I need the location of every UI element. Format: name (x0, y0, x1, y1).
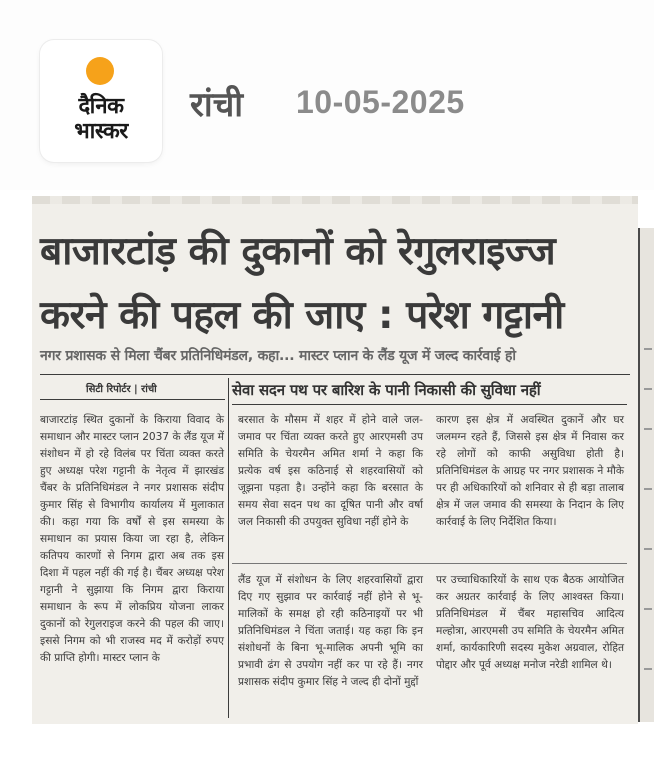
box-column-right: कारण इस क्षेत्र में अवस्थित दुकानें और घर जलमग्न रहते हैं, जिससे इस क्षेत्र में निवास कर रहे लोगों को काफी असुविधा होती है। प्रतिनिधिमंडल के आग्रह पर नगर प्रशासक ने मौके पर ही अधिकारियों को शनिवार से ही बड़ा तालाब क्षेत्र में जल जमाव की समस्या के निदान के लिए कार्रवाई के लिए निर्देशित किया। (436, 414, 624, 528)
article-byline: सिटी रिपोर्टर | रांची (86, 384, 157, 395)
article-column-2: लैंड यूज में संशोधन के लिए शहरवासियों द्वारा दिए गए सुझाव पर कार्रवाई नहीं होने से भू-मालिकों के समक्ष हो रही कठिनाइयों पर भी प्रतिनिधिमंडल ने चिंता जताई। यह कहा कि इन संशोधनों के बिना भू-मालिक अपनी भूमि का प्रभावी ढंग से उपयोग नहीं कर पा रहे हैं। नगर प्रशासक संदीप कुमार सिंह ने जल्द ही दोनों मुद्दों (238, 574, 423, 688)
logo-text-line2: भास्कर (74, 119, 128, 144)
divider (232, 563, 627, 564)
article-headline: बाजारटांड़ की दुकानों को रेगुलराइज्ज करने की पहल की जाए : परेश गट्टानी (40, 229, 564, 338)
box-column-left: बरसात के मौसम में शहर में होने वाले जल-जमाव पर चिंता व्यक्त करते हुए आरएमसी उप समिति के चेयरमैन अमित शर्मा ने कहा कि प्रत्येक वर्ष इस कठिनाई से शहरवासियों को जूझना पड़ता है। उन्होंने कहा कि बरसात के समय सेवा सदन पथ का दूषित पानी और वर्षा जल निकासी की उपयुक्त सुविधा नहीं होने के (238, 414, 423, 528)
box-heading: सेवा सदन पथ पर बारिश के पानी निकासी की सुविधा नहीं (232, 381, 541, 399)
dainik-bhaskar-logo[interactable] (40, 40, 162, 162)
logo-sun-icon (86, 57, 114, 85)
article-column-1: बाजारटांड़ स्थित दुकानों के किराया विवाद के समाधान और मास्टर प्लान 2037 के लैंड यूज में संशोधन में हो रहे विलंब पर चिंता व्यक्त करते हुए अध्यक्ष परेश गट्टानी के नेतृत्व में झारखंड चैंबर के प्रतिनिधिमंडल ने नगर प्रशासक संदीप कुमार सिंह से विभागीय कार्यालय में मुलाकात की। कहा गया कि वर्षों से इस समस्या के समाधान का प्रयास किया जा रहा है, लेकिन कतिपय कारणों से निगम द्वारा अब तक इस दिशा में पहल नहीं की गई है। चैंबर अध्यक्ष परेश गट्टानी ने सुझाया कि निगम द्वारा किराया समाधान के रूप में लोकप्रिय योजना लाकर दुकानों को रेगुलराइज करने की पहल की जाए। इससे निगम को भी राजस्व मद में करोड़ों रुपए की प्राप्ति होगी। मास्टर प्लान के (40, 414, 224, 664)
article-column-3: पर उच्चाधिकारियों के साथ एक बैठक आयोजित कर अग्रतर कार्रवाई के लिए आश्वस्त किया। प्रतिनिधिमंडल में चैंबर महासचिव आदित्य मल्होत्रा, आरएमसी उप समिति के चेयरमैन अमित शर्मा, कार्यकारिणी सदस्य मुकेश अग्रवाल, रोहित पोद्दार और पूर्व अध्यक्ष मनोज नरेडी शामिल थे। (436, 574, 624, 671)
logo-text-line1: दैनिक (78, 94, 124, 119)
article-subheadline: नगर प्रशासक से मिला चैंबर प्रतिनिधिमंडल, कहा... मास्टर प्लान के लैंड यूज में जल्द कार्रवाई हो (40, 348, 516, 364)
divider (232, 404, 627, 405)
adjacent-column-edge (638, 228, 654, 722)
divider (40, 399, 225, 400)
edition-city[interactable]: रांची (190, 85, 244, 125)
app-header (0, 0, 654, 190)
column-divider (228, 378, 229, 718)
divider (40, 374, 630, 375)
edition-date[interactable]: 10-05-2025 (296, 84, 465, 120)
